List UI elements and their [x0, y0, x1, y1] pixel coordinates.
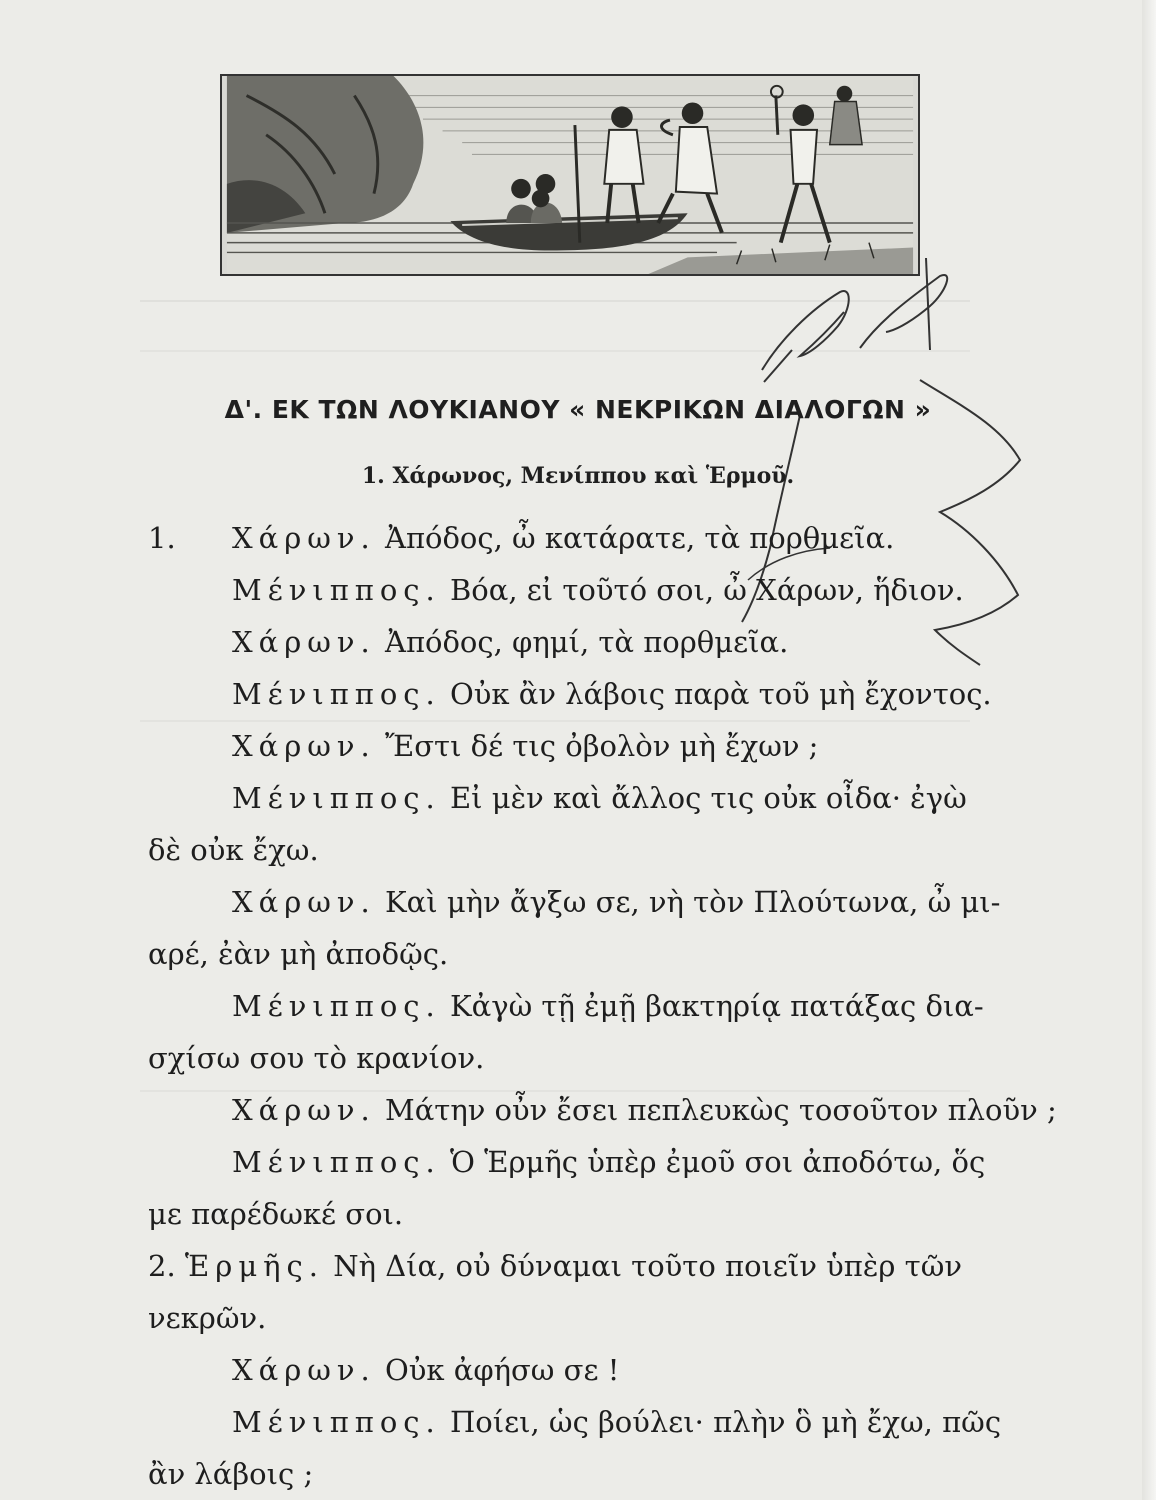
dialogue-continuation: αρέ, ἐὰν μὴ ἀποδῷς. — [148, 937, 449, 971]
section-number: 2. — [148, 1249, 176, 1283]
speaker-name: Μένιππος. — [232, 989, 441, 1023]
dialogue-text: Ποίει, ὡς βούλει· πλὴν ὃ μὴ ἔχω, πῶς — [449, 1405, 1002, 1439]
speaker-name: Χάρων. — [232, 729, 376, 763]
dialogue-line — [232, 677, 992, 711]
dialogue-text: Καὶ μὴν ἄγξω σε, νὴ τὸν Πλούτωνα, ὦ μι- — [385, 885, 1001, 919]
dialogue-line — [232, 781, 967, 815]
speaker-name: Χάρων. — [232, 625, 376, 659]
dialogue-text: Οὐκ ἀφήσω σε ! — [385, 1353, 620, 1387]
dialogue-line — [232, 885, 1001, 919]
dialogue-text: Μάτην οὖν ἔσει πεπλευκὼς τοσοῦτον πλοῦν ; — [385, 1093, 1057, 1127]
dialogue-subheading: 1. Χάρωνος, Μενίππου καὶ Ἑρμοῦ. — [361, 463, 795, 489]
dialogue-continuation: με παρέδωκέ σοι. — [148, 1197, 404, 1231]
dialogue-line — [232, 729, 819, 763]
dialogue-line — [232, 1405, 1002, 1439]
speaker-name: Ἑρμῆς. — [184, 1249, 325, 1283]
dialogue-text: Ἀπόδος, φημί, τὰ πορθμεῖα. — [385, 625, 789, 659]
dialogue-line — [232, 625, 789, 659]
dialogue-text: Οὐκ ἂν λάβοις παρὰ τοῦ μὴ ἔχοντος. — [449, 677, 992, 711]
chapter-heading: Δ'. ΕΚ ΤΩΝ ΛΟΥΚΙΑΝΟΥ « ΝΕΚΡΙΚΩΝ ΔΙΑΛΟΓΩΝ » — [224, 395, 932, 424]
dialogue-text: Ἀπόδος, ὦ κατάρατε, τὰ πορθμεῖα. — [385, 521, 895, 555]
speaker-name: Χάρων. — [232, 1093, 376, 1127]
dialogue-line — [148, 521, 176, 555]
speaker-name: Μένιππος. — [232, 1405, 441, 1439]
dialogue-continuation: ἂν λάβοις ; — [148, 1457, 314, 1491]
section-number: 1. — [148, 521, 176, 555]
dialogue-text: Βόα, εἰ τοῦτό σοι, ὦ Χάρων, ἥδιον. — [449, 573, 964, 607]
speaker-name: Μένιππος. — [232, 573, 441, 607]
speaker-name: Μένιππος. — [232, 781, 441, 815]
speaker-name: Χάρων. — [232, 885, 376, 919]
dialogue-line — [232, 1093, 1057, 1127]
dialogue-line — [148, 1249, 963, 1283]
page-edge — [1142, 0, 1156, 1500]
dialogue-text: Νὴ Δία, οὐ δύναμαι τοῦτο ποιεῖν ὑπὲρ τῶν — [333, 1249, 963, 1283]
dialogue-continuation: δὲ οὐκ ἔχω. — [148, 833, 319, 867]
speaker-name: Χάρων. — [232, 521, 376, 555]
dialogue-continuation: νεκρῶν. — [148, 1301, 267, 1335]
speaker-name: Χάρων. — [232, 1353, 376, 1387]
dialogue-continuation: σχίσω σου τὸ κρανίον. — [148, 1041, 485, 1075]
dialogue-line — [232, 573, 964, 607]
dialogue-line — [232, 989, 984, 1023]
dialogue-text: Ἔστι δέ τις ὀβολὸν μὴ ἔχων ; — [385, 729, 819, 763]
dialogue-line — [232, 1145, 986, 1179]
speaker-name: Μένιππος. — [232, 677, 441, 711]
dialogue-line — [232, 1353, 620, 1387]
dialogue-text: Κἀγὼ τῇ ἐμῇ βακτηρίᾳ πατάξας δια- — [449, 989, 984, 1023]
dialogue-text: Ὁ Ἑρμῆς ὑπὲρ ἐμοῦ σοι ἀποδότω, ὅς — [449, 1145, 986, 1179]
speaker-name: Μένιππος. — [232, 1145, 441, 1179]
dialogue-text: Εἰ μὲν καὶ ἄλλος τις οὐκ οἶδα· ἐγὼ — [449, 781, 967, 815]
dialogue-line — [232, 521, 895, 555]
